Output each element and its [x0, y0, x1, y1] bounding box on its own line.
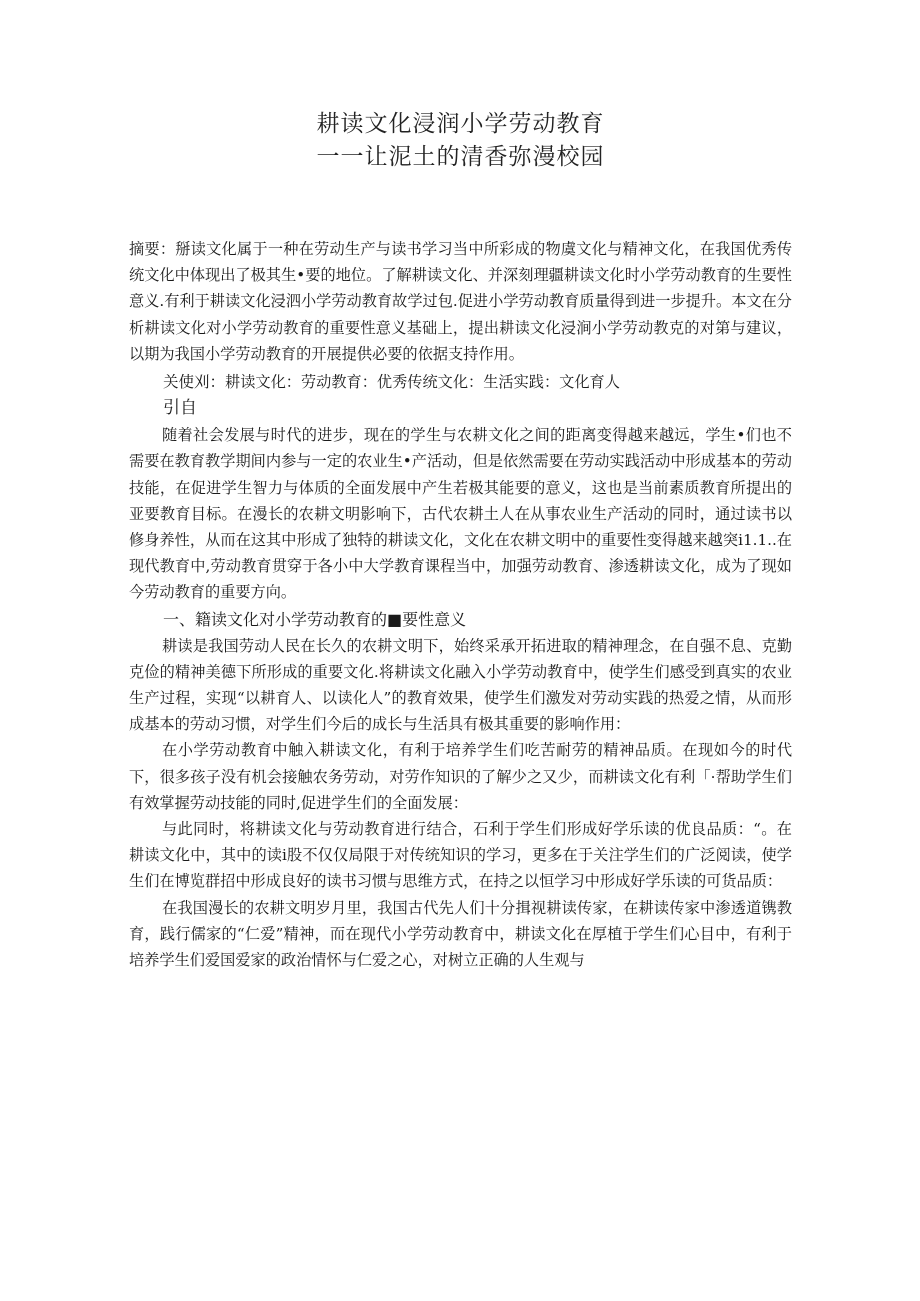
document-subtitle: 一一让泥土的清香弥漫校园 — [316, 144, 605, 170]
section-1-paragraph-1: 耕读是我国劳动人民在长久的农耕文明下，始终采承开拓进取的精神理念，在自强不息、克勤克俭的精神美德下所形成的重要文化.将耕读文化融入小学劳动教育中，使学生们感受到真实的农业生产过程，实现“以耕育人、以读化人”的教育效果，使学生们激发对劳动实践的热爱之情，从而形成基本的劳动习惯，对学生们今后的成长与生活具有极其重要的影响作用： — [129, 636, 792, 734]
intro-paragraph: 随着社会发展与时代的进步，现在的学生与农耕文化之间的距离变得越来越远，学生•们也不需要在教育教学期间内参与一定的农业生•产活动，但是依然需要在劳动实践活动中形成基本的劳动技能，在促进学生智力与体质的全面发展中产生若极其能要的意义，这也是当前素质教育所提出的亚要教育目标。在漫长的农耕文明影响下，古代农耕土人在从事农业生产活动的同时，通过读书以修身养性，从而在这其中形成了独特的耕读文化，文化在农耕文明中的重要性变得越来越突i1.1..在现代教育中,劳动教育贯穿于各小中大学教育课程当中，加强劳动教育、渗透耕读文化，成为了现如今劳动教育的重要方向。 — [129, 426, 792, 602]
keywords-label: 关使刈： — [163, 373, 226, 392]
abstract-paragraph: 摘要：掰读文化属于一种在劳动生产与读书学习当中所彩成的物虞文化与精神文化，在我国优秀传统文化中体现出了极其生•要的地位。了解耕读文化、并深刻理疆耕读文化时小学劳动教育的生要性意义.有利于耕读文化浸泗小学劳动教育故学过包.促进小学劳动教育质量得到进一步提升。本文在分析耕读文化对小学劳动教育的重要性意义基础上，提出耕读文化浸涧小学劳动教克的对第与建议，以期为我国小学劳动教育的开展提供必要的依据支持作用。 — [129, 240, 792, 363]
section-1-heading: 一、籍读文化对小学劳动教育的■要性意义 — [163, 609, 467, 629]
keywords-text: 耕读文化：劳动教育：优秀传统文化：生活实践：文化育人 — [225, 373, 620, 392]
keywords-line — [129, 369, 792, 395]
section-1-paragraph-4: 在我国漫长的农耕文明岁月里，我国古代先人们十分揖视耕读传家，在耕读传家中渗透道镌教育，践行儒家的“仁爱”精神，而在现代小学劳动教育中，耕读文化在厚植于学生们心目中，有利于培养学生们爱国爱家的政治情怀与仁爱之心，对树立正确的人生观与 — [129, 898, 792, 970]
section-1-paragraph-2: 在小学劳动教育中触入耕读文化，有利于培养学生们吃苦耐劳的精神品质。在现如今的时代下，很多孩子没有机会接触农务劳动，对劳作知识的了解少之又少，而耕读文化有利「·帮助学生们有效掌握劳动技能的同时,促进学生们的全面发展： — [129, 741, 792, 812]
document-title: 耕读文化浸润小学劳动教育 — [316, 111, 605, 137]
section-1-paragraph-3: 与此同时，将耕读文化与劳动教育进行结合，石利于学生们形成好学乐读的优良品质：“。在耕读文化中，其中的读i股不仅仅局限于对传统知识的学习，更多在于关注学生们的广泛阅读，使学生们在博览群招中形成良好的读书习惯与思维方式，在持之以恒学习中形成好学乐读的可货品质： — [129, 820, 792, 891]
intro-heading: 引自 — [163, 398, 197, 419]
title-block — [129, 108, 792, 174]
document-page — [129, 108, 792, 973]
